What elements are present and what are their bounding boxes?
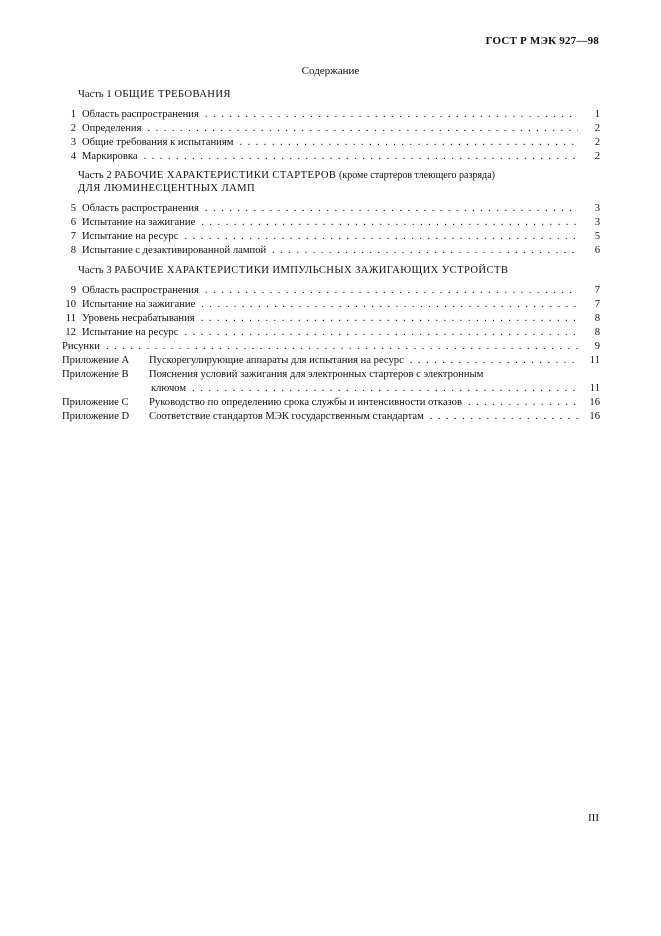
toc-appendix[interactable] <box>62 396 600 410</box>
toc-item[interactable]: 7 Испытание на ресурс . . . 5 <box>62 230 600 244</box>
part-title-cont: ДЛЯ ЛЮМИНЕСЦЕНТНЫХ ЛАМП <box>78 183 255 194</box>
part-2-heading[interactable] <box>78 169 598 195</box>
toc-item[interactable]: 12 Испытание на ресурс . . . 8 <box>62 326 600 340</box>
appendix-name: Приложение B <box>62 369 129 380</box>
appendix-page: 11 <box>589 383 600 394</box>
part-3-heading[interactable] <box>78 264 598 277</box>
toc-item-page: 8 <box>580 326 600 340</box>
toc-appendix[interactable] <box>62 354 600 368</box>
toc-item-page: 5 <box>580 230 600 244</box>
toc-item-page: 7 <box>580 284 600 298</box>
part-title: РАБОЧИЕ ХАРАКТЕРИСТИКИ СТАРТЕРОВ <box>114 170 337 181</box>
appendix-title-cont: ключом <box>151 383 187 394</box>
toc-item-page: 2 <box>580 136 600 150</box>
toc-item-label: Уровень несрабатывания <box>82 313 195 324</box>
appendix-name: Приложение A <box>62 355 130 366</box>
part-label: Часть 1 <box>78 89 112 100</box>
document-header: ГОСТ Р МЭК 927—98 <box>485 35 599 47</box>
toc-item-label: Область распространения <box>82 109 199 120</box>
toc-item-label: Рисунки <box>62 341 100 352</box>
toc-item-label: Маркировка <box>82 151 138 162</box>
toc-item-page: 8 <box>580 312 600 326</box>
appendix-title: Соответствие стандартов МЭК государственным стандартам <box>149 411 424 422</box>
toc-item[interactable]: 9 Область распространения . . . 7 <box>62 284 600 298</box>
toc-item-page: 3 <box>580 216 600 230</box>
page-number: III <box>588 812 599 824</box>
part-label: Часть 2 <box>78 170 112 181</box>
appendix-page: 16 <box>589 397 600 408</box>
toc-item[interactable]: 10 Испытание на зажигание . . . 7 <box>62 298 600 312</box>
toc-item-page: 6 <box>580 244 600 258</box>
toc-item-figures[interactable] <box>62 340 600 354</box>
toc-item[interactable]: 5 Область распространения . . . 3 <box>62 202 600 216</box>
part-title: ОБЩИЕ ТРЕБОВАНИЯ <box>114 89 231 100</box>
toc-appendix[interactable] <box>62 410 600 424</box>
toc-item[interactable]: 8 Испытание с дезактивированной лампой . . . 6 <box>62 244 600 258</box>
toc-item-page: 9 <box>580 340 600 354</box>
appendix-name: Приложение C <box>62 397 129 408</box>
toc-item-page: 2 <box>580 122 600 136</box>
appendix-name: Приложение D <box>62 411 130 422</box>
toc-item-label: Определения <box>82 123 142 134</box>
toc-item-page: 1 <box>580 108 600 122</box>
toc-item[interactable]: 1 Область распространения . . . 1 <box>62 108 600 122</box>
toc-item-page: 2 <box>580 150 600 164</box>
toc-item-label: Испытание с дезактивированной лампой <box>82 245 267 256</box>
part-label: Часть 3 <box>78 265 112 276</box>
toc-item[interactable]: 4 Маркировка . . . 2 <box>62 150 600 164</box>
toc-item-label: Испытание на ресурс <box>82 327 179 338</box>
toc-item[interactable]: 3 Общие требования к испытаниям . . . 2 <box>62 136 600 150</box>
page-title: Содержание <box>301 65 360 77</box>
appendix-page: 11 <box>589 355 600 366</box>
toc-item[interactable]: 11 Уровень несрабатывания . . . 8 <box>62 312 600 326</box>
toc-item-page: 7 <box>580 298 600 312</box>
toc-item-label: Область распространения <box>82 203 199 214</box>
appendix-title: Пояснения условий зажигания для электронных стартеров с электронным <box>149 369 484 380</box>
part-1-heading[interactable] <box>78 88 598 101</box>
toc-item[interactable]: 6 Испытание на зажигание . . . 3 <box>62 216 600 230</box>
toc-item-label: Испытание на ресурс <box>82 231 179 242</box>
toc-item-page: 3 <box>580 202 600 216</box>
toc-item-label: Испытание на зажигание <box>82 299 196 310</box>
appendix-title: Руководство по определению срока службы и интенсивности отказов <box>149 397 462 408</box>
toc-item-label: Испытание на зажигание <box>82 217 196 228</box>
toc-item[interactable]: 2 Определения . . . 2 <box>62 122 600 136</box>
toc-appendix[interactable] <box>62 368 600 382</box>
part-title: РАБОЧИЕ ХАРАКТЕРИСТИКИ ИМПУЛЬСНЫХ ЗАЖИГАЮЩИХ УСТРОЙСТВ <box>114 265 509 276</box>
toc-item-label: Общие требования к испытаниям <box>82 137 234 148</box>
toc-item-label: Область распространения <box>82 285 199 296</box>
appendix-page: 16 <box>589 411 600 422</box>
appendix-title: Пускорегулирующие аппараты для испытания на ресурс <box>149 355 404 366</box>
part-title-note: (кроме стартеров тлеющего разряда) <box>339 170 495 181</box>
toc-appendix-continued[interactable] <box>62 382 600 396</box>
